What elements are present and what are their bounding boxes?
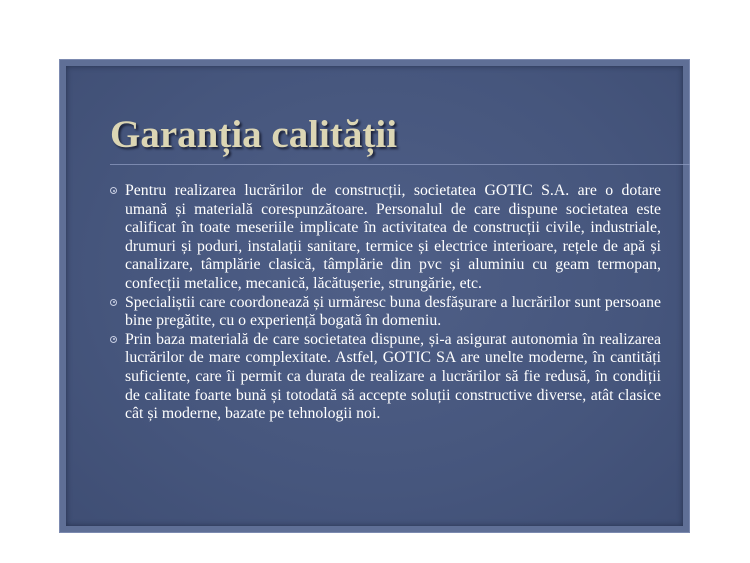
bullet-text: Prin baza materială de care societatea dispune, și-a asigurat autonomia în realizarea lucrărilor de mare complexitate. Astfel, GOTIC SA are unelte moderne, în cantități suficiente, care îi permit ca durata de realizare a lucrărilor să fie redusă, în condiții de calitate foarte bună și totodată să accepte soluții constructive diverse, atât clasice cât și moderne, bazate pe tehnologii noi.: [125, 330, 661, 423]
bullet-item: [110, 331, 661, 424]
bullet-list: [110, 182, 661, 424]
circle-dot-bullet-icon: [110, 299, 117, 306]
circle-dot-bullet-icon: [110, 187, 117, 194]
bullet-item: [110, 182, 661, 294]
slide-frame: [59, 59, 690, 533]
slide-panel: [66, 66, 683, 526]
bullet-text: Specialiștii care coordonează și urmăresc buna desfășurare a lucrărilor sunt persoane bine pregătite, cu o experiență bogată în domeniu.: [125, 293, 661, 330]
bullet-item: [110, 294, 661, 331]
title-divider: [110, 164, 690, 165]
circle-dot-bullet-icon: [110, 336, 117, 343]
bullet-text: Pentru realizarea lucrărilor de construcții, societatea GOTIC S.A. are o dotare umană și materială corespunzătoare. Personalul de care dispune societatea este calificat în toate meseriile implicate în activitatea de construcții civile, industriale, drumuri și poduri, instalații sanitare, termice și electrice interioare, rețele de apă și canalizare, tâmplărie clasică, tâmplărie din pvc și aluminiu cu geam termopan, confecții metalice, mecanică, lăcătușerie, strungărie, etc.: [125, 182, 661, 292]
slide-title: Garanția calității: [110, 113, 398, 156]
